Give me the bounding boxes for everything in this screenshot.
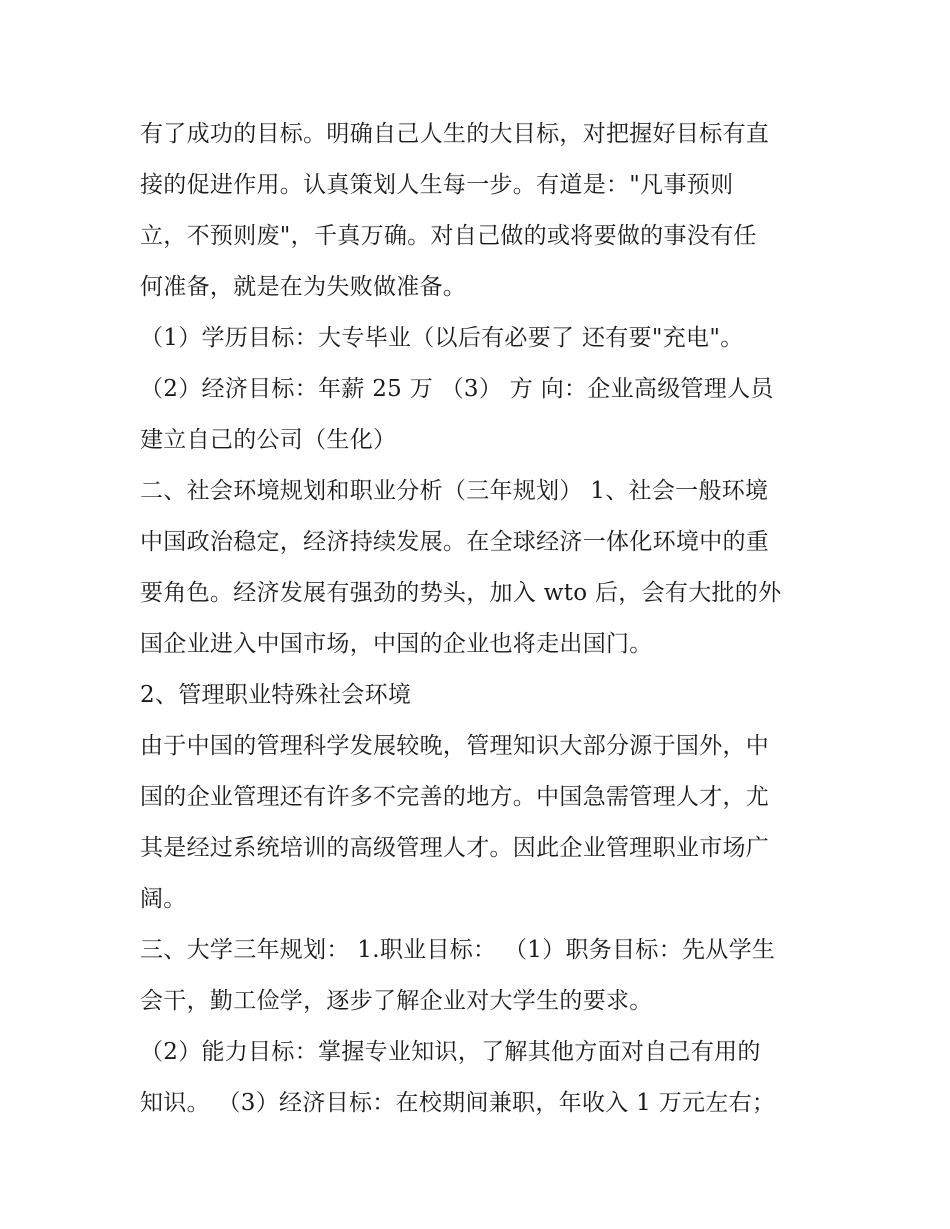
section-heading: 三、大学三年规划： 1.职业目标： （1）职务目标：先从学生 (140, 937, 776, 963)
text-line: 国企业进入中国市场，中国的企业也将走出国门。 (140, 631, 653, 657)
text-line: 其是经过系统培训的高级管理人才。因此企业管理职业市场广 (140, 835, 770, 861)
text-line: 何准备，就是在为失败做准备。 (140, 274, 467, 300)
text-line: 中国政治稳定，经济持续发展。在全球经济一体化环境中的重 (140, 529, 770, 555)
text-line: 建立自己的公司（生化） (140, 427, 397, 453)
text-line: 接的促进作用。认真策划人生每一步。有道是："凡事预则 (140, 172, 734, 198)
text-line: 要角色。经济发展有强劲的势头，加入 wto 后，会有大批的外 (140, 580, 782, 606)
text-line: 阔。 (140, 886, 187, 912)
section-heading: 二、社会环境规划和职业分析（三年规划） 1、社会一般环境 (140, 478, 769, 504)
text-line: （2）经济目标：年薪 25 万 （3） 方 向：企业高级管理人员 (140, 376, 774, 402)
text-line: （1）学历目标：大专毕业（以后有必要了 还有要"充电"。 (140, 325, 744, 351)
text-line: 立，不预则废"，千真万确。对自己做的或将要做的事没有任 (140, 223, 757, 249)
text-line: 国的企业管理还有许多不完善的地方。中国急需管理人才，尤 (140, 784, 770, 810)
text-line: 有了成功的目标。明确自己人生的大目标，对把握好目标有直 (140, 121, 770, 147)
text-line: 会干，勤工俭学，逐步了解企业对大学生的要求。 (140, 988, 653, 1014)
section-heading: 2、管理职业特殊社会环境 (140, 682, 412, 708)
text-line: 由于中国的管理科学发展较晚，管理知识大部分源于国外，中 (140, 733, 770, 759)
text-line: （2）能力目标：掌握专业知识，了解其他方面对自己有用的 (140, 1039, 761, 1065)
document-body (140, 109, 815, 1129)
text-line: 知识。 （3）经济目标：在校期间兼职，年收入 1 万元左右； (140, 1090, 776, 1116)
